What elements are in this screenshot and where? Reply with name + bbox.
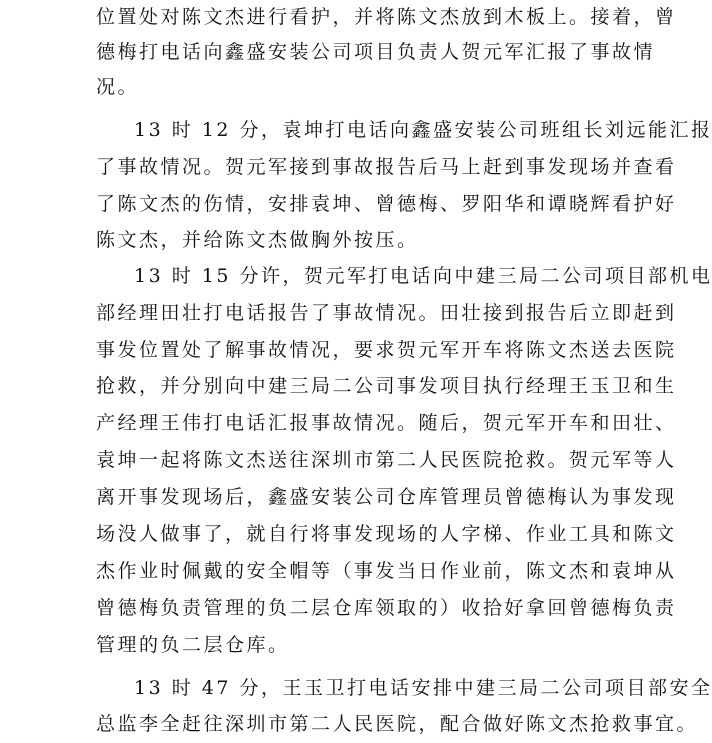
text-line: 产经理王伟打电话汇报事故情况。随后，贺元军开车和田壮、 (96, 412, 677, 434)
text-line: 位置处对陈文杰进行看护，并将陈文杰放到木板上。接着，曾 (96, 6, 677, 28)
text-line: 曾德梅负责管理的负二层仓库领取的）收拾好拿回曾德梅负责 (96, 597, 677, 619)
text-line: 杰作业时佩戴的安全帽等（事发当日作业前，陈文杰和袁坤从 (96, 560, 677, 582)
text-line: 总监李全赶往深圳市第二人民医院，配合做好陈文杰抢救事宜。 (96, 713, 699, 735)
text-line: 离开事发现场后，鑫盛安装公司仓库管理员曾德梅认为事发现 (96, 486, 677, 508)
text-line: 了事故情况。贺元军接到事故报告后马上赶到事发现场并查看 (96, 156, 677, 178)
text-line: 场没人做事了，就自行将事发现场的人字梯、作业工具和陈文 (96, 523, 677, 545)
paragraph-first-line: 13 时 47 分，王玉卫打电话安排中建三局二公司项目部安全 (134, 677, 712, 699)
text-line: 德梅打电话向鑫盛安装公司项目负责人贺元军汇报了事故情 (96, 41, 656, 63)
text-line: 事发位置处了解事故情况，要求贺元军开车将陈文杰送去医院 (96, 339, 677, 361)
paragraph-first-line: 13 时 12 分，袁坤打电话向鑫盛安装公司班组长刘远能汇报 (134, 119, 712, 141)
text-line: 况。 (96, 76, 140, 98)
text-line: 了陈文杰的伤情，安排袁坤、曾德梅、罗阳华和谭晓辉看护好 (96, 193, 677, 215)
text-line: 抢救，并分别向中建三局二公司事发项目执行经理王玉卫和生 (96, 375, 677, 397)
paragraph-first-line: 13 时 15 分许，贺元军打电话向中建三局二公司项目部机电 (134, 265, 712, 287)
text-line: 管理的负二层仓库。 (96, 634, 290, 656)
text-line: 袁坤一起将陈文杰送往深圳市第二人民医院抢救。贺元军等人 (96, 449, 677, 471)
text-line: 陈文杰，并给陈文杰做胸外按压。 (96, 229, 419, 251)
text-line: 部经理田壮打电话报告了事故情况。田壮接到报告后立即赶到 (96, 302, 677, 324)
